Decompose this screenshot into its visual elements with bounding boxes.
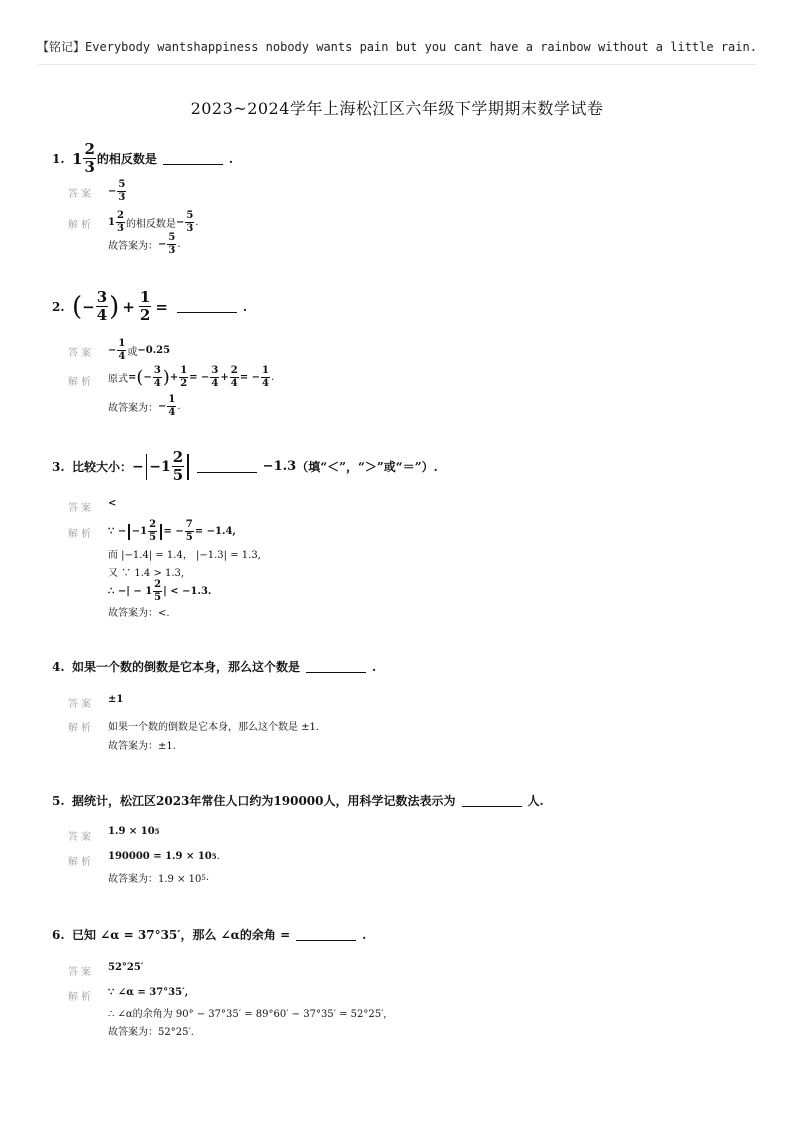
analysis-line: ∴ ∠α的余角为 90° − 37°35′ = 89°60′ − 37°35′ = 52°25′,	[108, 1009, 387, 1020]
minus-sign: −	[132, 458, 144, 475]
analysis-line: 故答案为：±1.	[108, 741, 176, 752]
question-stem: 已知 ∠α = 37°35′，那么 ∠α的余角 =	[72, 928, 291, 942]
question-stem: 如果一个数的倒数是它本身，那么这个数是	[72, 660, 301, 674]
answer-label: 答案	[68, 503, 94, 514]
question-number: 1.	[52, 151, 65, 166]
analysis-label: 解析	[68, 220, 94, 231]
paren: (	[72, 291, 83, 322]
answer-blank	[296, 928, 356, 941]
answer-blank	[197, 460, 257, 473]
analysis-line: 又 ∵ 1.4 > 1.3,	[108, 568, 185, 579]
question-2	[52, 290, 247, 323]
question-number: 5.	[52, 793, 65, 808]
analysis-line: 原式 = ( − $\frac{3}{4}$ ) + $\frac{1}{2}$ = − $\frac{3}{4}$ + $\frac{2}{4}$ = − $\frac{1}{4}$ .	[108, 365, 275, 389]
analysis-label: 解析	[68, 377, 94, 388]
answer-blank	[306, 660, 366, 673]
answer-label: 答案	[68, 699, 94, 710]
question-3	[52, 450, 438, 483]
answer-blank	[177, 300, 237, 313]
question-number: 6.	[52, 927, 65, 942]
answer-blank	[462, 794, 522, 807]
answer-value: ±1	[108, 694, 124, 705]
question-tail: .	[242, 299, 248, 314]
fraction: $\frac{1}{2}$	[139, 288, 151, 324]
question-6	[52, 926, 366, 943]
abs-bar	[187, 454, 189, 480]
question-stem: 的相反数是	[96, 152, 157, 166]
paren: )	[109, 291, 120, 322]
answer-value: − $\frac{1}{4}$ 或 −0.25	[108, 338, 171, 362]
fraction: $\frac{3}{4}$	[96, 288, 108, 324]
fraction: $\frac{2}{3}$	[84, 140, 95, 176]
question-stem: 比较大小：	[72, 460, 133, 474]
plus-sign: +	[122, 297, 135, 316]
answer-label: 答案	[68, 832, 94, 843]
question-5	[52, 792, 544, 809]
answer-label: 答案	[68, 967, 94, 978]
question-tail: 人.	[527, 794, 544, 808]
question-stem: 据统计，松江区2023年常住人口约为190000人，用科学记数法表示为	[72, 794, 456, 808]
answer-label: 答案	[68, 348, 94, 359]
equals-sign: =	[155, 297, 168, 316]
analysis-line: 故答案为：1.9 × 10 5 .	[108, 872, 210, 885]
analysis-line: 1 $\frac{2}{3}$ 的相反数是 − $\frac{5}{3}$ .	[108, 210, 199, 234]
analysis-label: 解析	[68, 529, 94, 540]
question-number: 2.	[52, 299, 65, 314]
exam-title: 2023~2024学年上海松江区六年级下学期期末数学试卷	[190, 99, 604, 118]
analysis-line: ∴ −| − 1 $\frac{2}{5}$ | < −1.3.	[108, 579, 212, 603]
analysis-line: ∵ − −1 $\frac{2}{5}$ = − $\frac{7}{5}$ = −1.4,	[108, 519, 236, 543]
question-hint: （填“＜”，“＞”或“＝”）.	[296, 460, 438, 474]
header-divider	[38, 64, 756, 65]
answer-label: 答案	[68, 189, 94, 200]
answer-value: 1.9 × 10 5	[108, 826, 160, 837]
fraction: $\frac{2}{5}$	[172, 448, 184, 484]
question-number: 4.	[52, 659, 65, 674]
mixed-whole: 1	[72, 149, 83, 168]
analysis-line: 故答案为： − $\frac{5}{3}$ .	[108, 232, 181, 256]
motto-banner: 【铭记】Everybody wantshappiness nobody wants pain but you cant have a rainbow without a little rain.	[37, 40, 757, 54]
answer-blank	[163, 152, 223, 165]
abs-bar	[146, 454, 148, 480]
question-tail: .	[362, 927, 367, 942]
question-4	[52, 658, 376, 675]
analysis-line: ∵ ∠α = 37°35′,	[108, 987, 189, 998]
question-tail: .	[372, 659, 377, 674]
analysis-line: 如果一个数的倒数是它本身，那么这个数是 ±1.	[108, 722, 320, 733]
analysis-label: 解析	[68, 723, 94, 734]
question-1	[52, 142, 233, 175]
analysis-line: 而 |−1.4| = 1.4， |−1.3| = 1.3,	[108, 550, 261, 561]
question-number: 3.	[52, 459, 65, 474]
analysis-line: 故答案为：<.	[108, 608, 170, 619]
answer-value: 52°25′	[108, 962, 144, 973]
analysis-line: 故答案为：52°25′.	[108, 1027, 194, 1038]
question-tail: .	[228, 151, 234, 166]
mixed-whole: −1	[149, 458, 171, 475]
minus-sign: −	[82, 297, 95, 316]
answer-value: − $\frac{5}{3}$	[108, 179, 126, 203]
answer-value: <	[108, 498, 117, 509]
analysis-label: 解析	[68, 857, 94, 868]
analysis-label: 解析	[68, 992, 94, 1003]
analysis-line: 故答案为： − $\frac{1}{4}$ .	[108, 394, 181, 418]
compare-value: −1.3	[262, 459, 297, 474]
analysis-line: 190000 = 1.9 × 10 5 .	[108, 851, 220, 862]
